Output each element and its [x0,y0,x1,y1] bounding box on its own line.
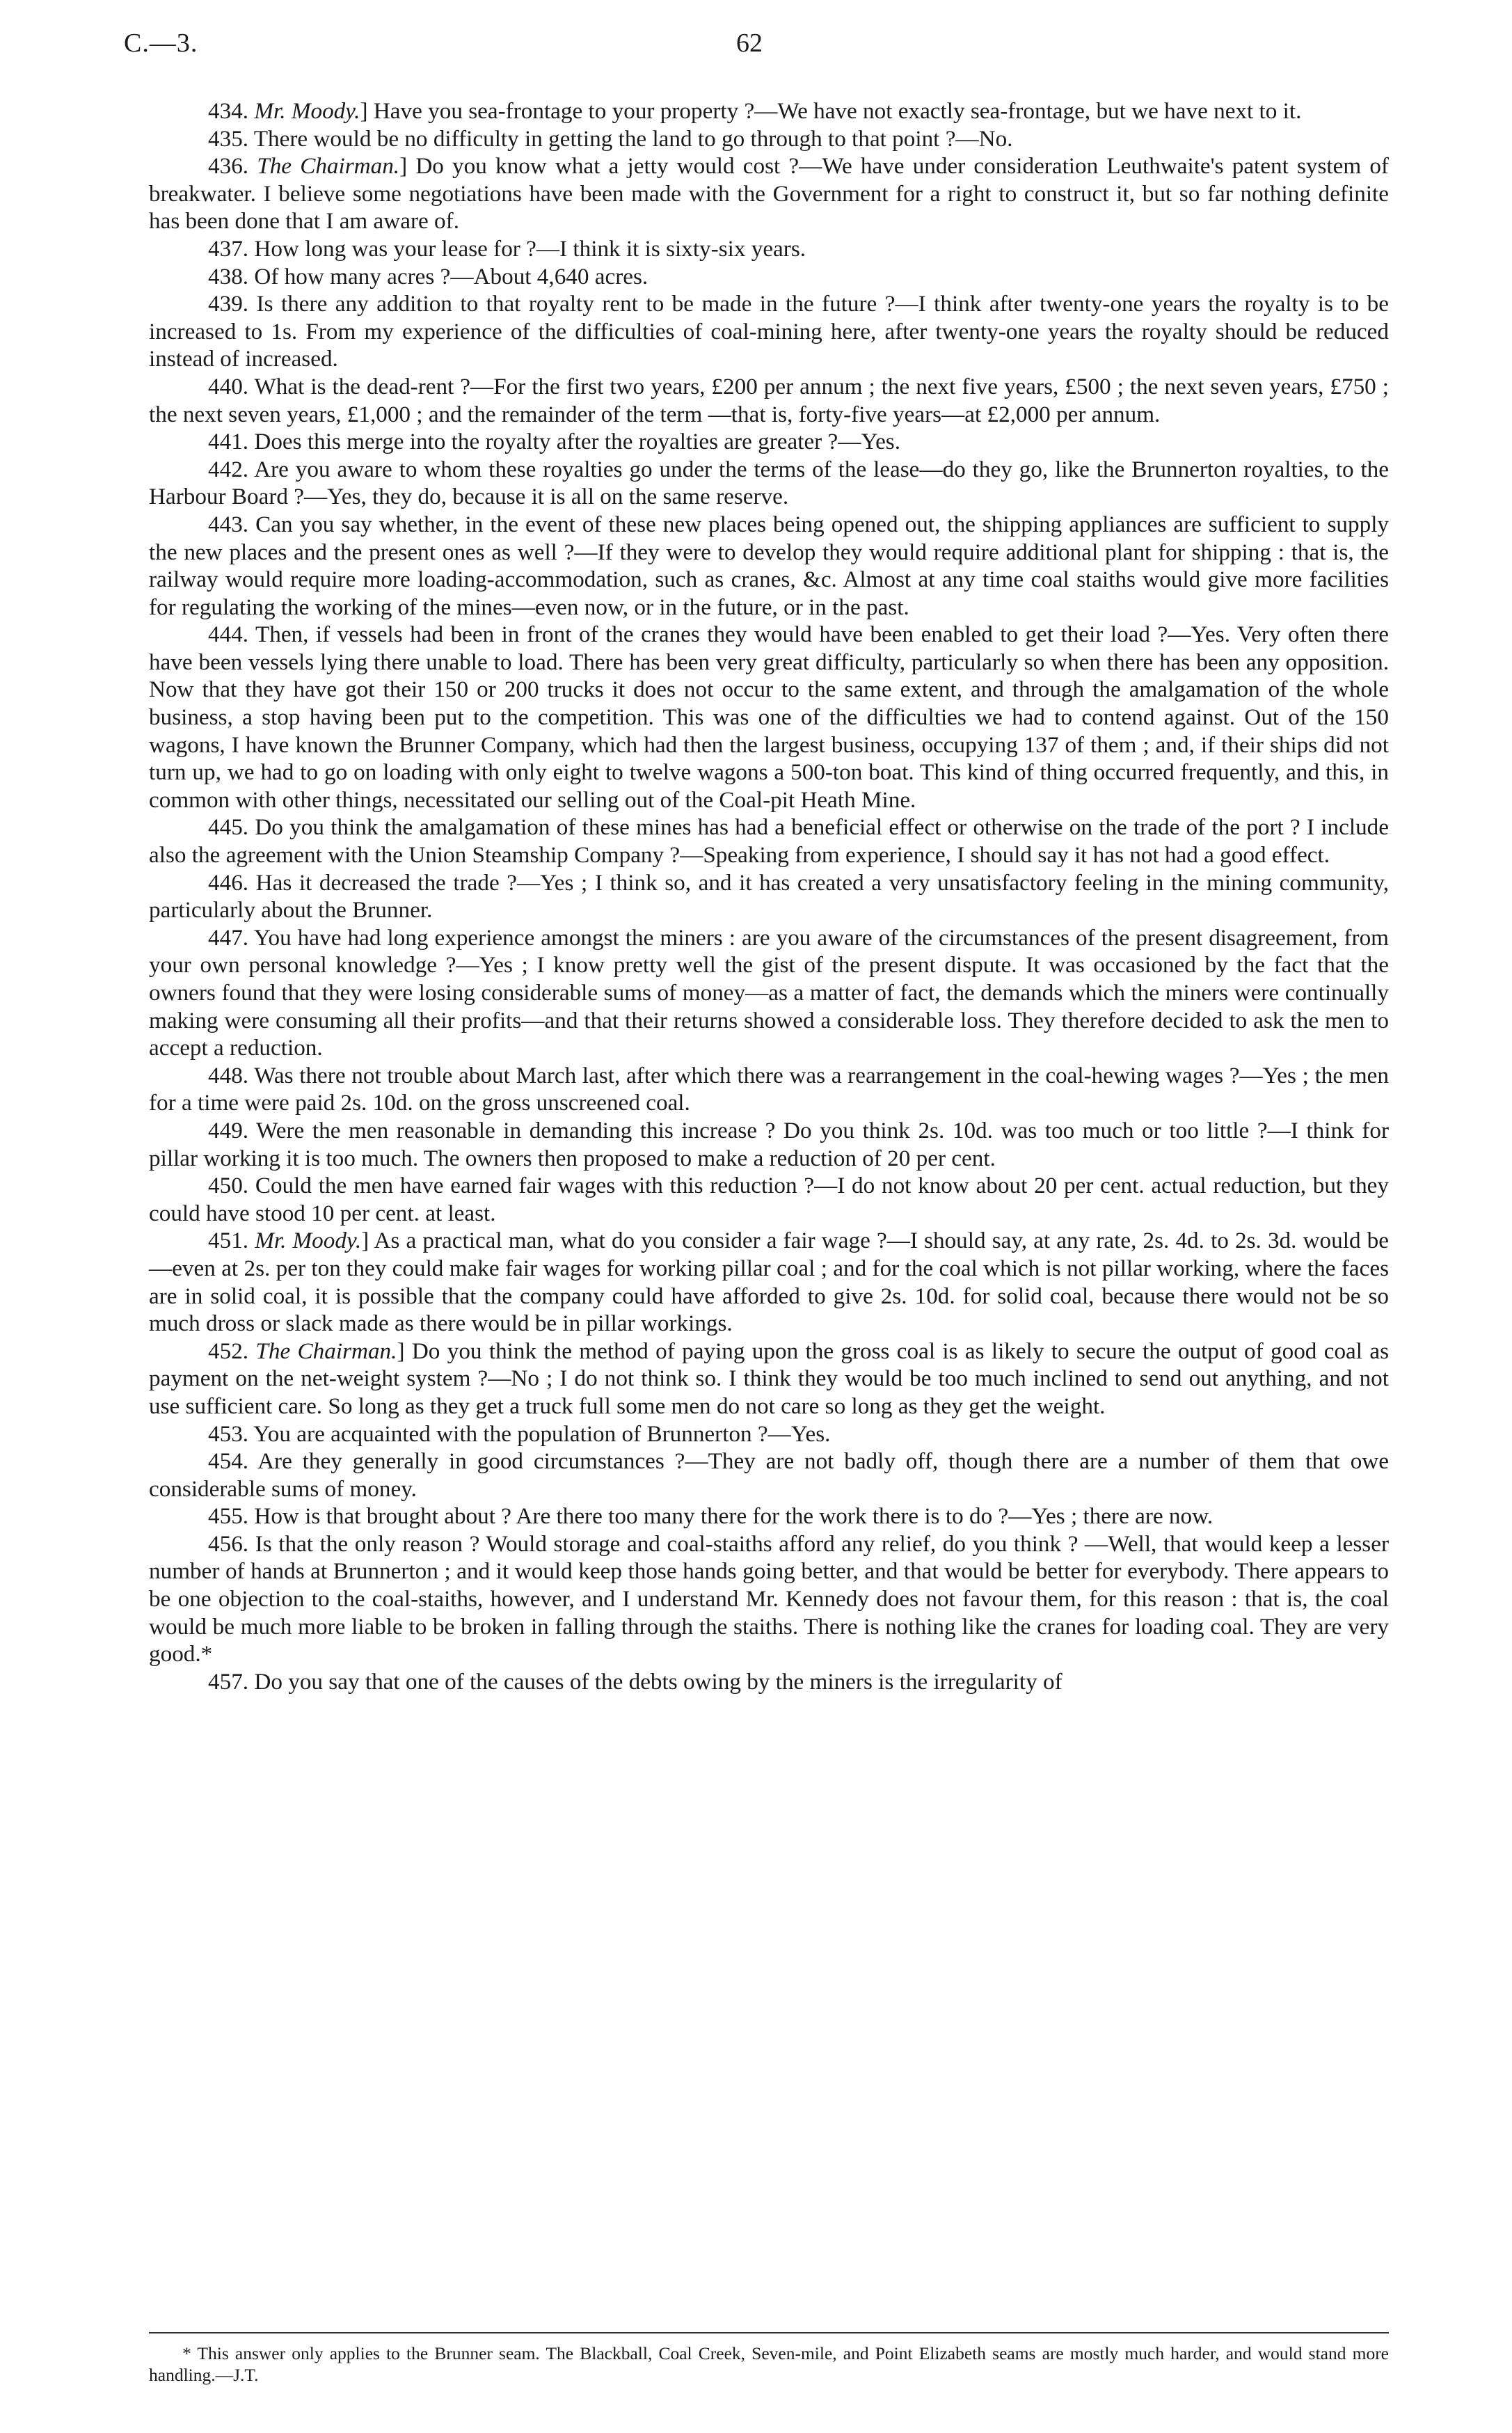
question-number: 438. [208,263,249,290]
testimony-paragraph [149,924,1389,1062]
testimony-paragraph: 436. The Chairman.] Do you know what a jetty would cost ?—We have under consideration Leuthwaite's patent system of breakwater. I believe some negotiations have been made with the Government for a right to construct it, but so far nothing definite has been done that I am aware of. [149,153,1389,235]
testimony-paragraph [149,263,1389,291]
testimony-paragraph [149,621,1389,814]
question-number: 447. [208,924,249,951]
question-number: 441. [208,429,249,455]
question-answer-text: Have you sea-frontage to your property ?—We have not exactly sea-frontage, but we have next to it. [373,98,1302,124]
footnote-rule [149,2332,1389,2333]
speaker-name: Mr. Moody. [255,1228,362,1254]
question-answer-text: Is there any addition to that royalty rent to be made in the future ?—I think after twenty-one years the royalty is to be increased to 1s. From my experience of the difficulties of coal-mining here, after twenty-one years the royalty should be reduced instead of increased. [149,291,1389,372]
question-number: 445. [208,814,249,841]
question-number: 448. [208,1062,249,1088]
testimony-paragraph [149,869,1389,924]
question-number: 437. [208,235,249,262]
testimony-paragraph [149,428,1389,456]
question-number: 436. [208,153,249,180]
series-code: C.—3. [124,29,198,58]
question-number: 439. [208,291,249,317]
question-number: 444. [208,621,249,648]
testimony-body [149,97,1389,1695]
testimony-paragraph: 452. The Chairman.] Do you think the method of paying upon the gross coal is as likely to secure the output of good coal as payment on the net-weight system ?—No ; I do not think so. I think they would be too much inclined to send out anything, and not use sufficient care. So long as they get a truck full some men do not care so long as they get the weight. [149,1338,1389,1419]
testimony-paragraph [149,1448,1389,1503]
question-number: 454. [208,1448,249,1475]
footnote [149,2343,1389,2386]
question-answer-text: Then, if vessels had been in front of the cranes they would have been enabled to get their load ?—Yes. Very often there have been vessels lying there unable to load. There has been very great difficulty, particularly so when there has been any opposition. Now that they have got their 150 or 200 trucks it does not occur to the same extent, and through the amalgamation of the whole business, a stop having been put to the competition. This was one of the difficulties we had to contend against. Out of the 150 wagons, I have known the Brunner Company, which had then the largest business, occupying 137 of them ; and, if their ships did not turn up, we had to go on loading with only eight to twelve wagons a 500-ton boat. This kind of thing occurred frequently, and this, in common with other things, necessitated our selling out of the Coal-pit Heath Mine. [149,621,1389,813]
question-number: 455. [208,1503,249,1530]
testimony-paragraph [149,511,1389,621]
question-number: 453. [208,1420,249,1447]
question-answer-text: Are you aware to whom these royalties go under the terms of the lease—do they go, like the Brunnerton royalties, to the Harbour Board ?—Yes, they do, because it is all on the same reserve. [149,456,1389,510]
question-answer-text: Is that the only reason ? Would storage and coal-staiths afford any relief, do you think ? —Well, that would keep a lesser number of hands at Brunnerton ; and it would keep those hands going better, and that would be better for everybody. There appears to be one objection to the coal-staiths, however, and I understand Mr. Kennedy does not favour them, for this reason : that is, the coal would be much more liable to be broken in falling through the staiths. There is nothing like the cranes for loading coal. They are very good.* [149,1530,1390,1667]
question-number: 457. [208,1668,249,1695]
speaker-name: The Chairman. [257,153,400,180]
testimony-paragraph [149,814,1389,869]
testimony-paragraph: 451. Mr. Moody.] As a practical man, what do you consider a fair wage ?—I should say, at any rate, 2s. 4d. to 2s. 3d. would be—even at 2s. per ton they could make fair wages for working pillar coal ; and for the coal which is not pillar working, where the faces are in solid coal, it is possible that the company could have afforded to give 2s. 10d. for solid coal, because there would not be so much dross or slack made as there would be in pillar workings. [149,1228,1389,1337]
testimony-paragraph: 434. Mr. Moody.] Have you sea-frontage to your property ?—We have not exactly sea-frontage, but we have next to it. [208,98,1302,124]
testimony-paragraph [149,456,1389,511]
question-answer-text: Could the men have earned fair wages with this reduction ?—I do not know about 20 per cent. actual reduction, but they could have stood 10 per cent. at least. [149,1173,1390,1226]
question-answer-text: Were the men reasonable in demanding this increase ? Do you think 2s. 10d. was too much or too little ?—I think for pillar working it is too much. The owners then proposed to make a reduction of 20 per cent. [149,1117,1389,1171]
question-number: 451. [208,1228,249,1254]
testimony-paragraph [149,290,1389,373]
question-answer-text: What is the dead-rent ?—For the first two years, £200 per annum ; the next five years, £500 ; the next seven years, £750 ; the next seven years, £1,000 ; and the remainder of the term —that is, forty-five years—at £2,000 per annum. [149,373,1389,427]
question-number: 442. [208,456,249,482]
testimony-paragraph [149,1503,1389,1530]
page-header [124,28,1389,70]
question-answer-text: Do you know what a jetty would cost ?—We have under consideration Leuthwaite's patent system of breakwater. I believe some negotiations have been made with the Government for a right to construct it, but so far nothing definite has been done that I am aware of. [149,153,1389,235]
testimony-paragraph [149,1530,1389,1668]
testimony-paragraph [149,1420,1389,1448]
question-answer-text: Are they generally in good circumstances ?—They are not badly off, though there are a number of them that owe considerable sums of money. [149,1448,1389,1502]
question-number: 446. [208,869,249,896]
question-answer-text: Can you say whether, in the event of these new places being opened out, the shipping appliances are sufficient to supply the new places and the present ones as well ?—If they were to develop they would require additional plant for shipping : that is, the railway would require more loading-accommodation, such as cranes, &c. Almost at any time coal staiths would give more facilities for regulating the working of the mines—even now, or in the future, or in the past. [149,511,1390,620]
question-answer-text: Has it decreased the trade ?—Yes ; I think so, and it has created a very unsatisfactory feeling in the mining community, particularly about the Brunner. [149,869,1389,924]
question-answer-text: There would be no difficulty in getting the land to go through to that point ?—No. [253,125,1013,152]
question-number: 452. [208,1338,249,1364]
question-number: 450. [208,1173,249,1199]
testimony-paragraph [149,373,1389,428]
page-number: 62 [736,29,763,58]
speaker-name: The Chairman. [255,1338,397,1364]
question-number: 456. [208,1530,249,1557]
question-number: 440. [208,373,249,399]
testimony-paragraph [149,1062,1389,1117]
question-answer-text: Do you think the amalgamation of these mines has had a beneficial effect or otherwise on the trade of the port ? I include also the agreement with the Union Steamship Company ?—Speaking from experience, I should say it has not had a good effect. [149,814,1389,869]
testimony-paragraph [149,1668,1389,1696]
question-answer-text: Do you think the method of paying upon the gross coal is as likely to secure the output of good coal as payment on the net-weight system ?—No ; I do not think so. I think they would be too much inclined to send out anything, and not use sufficient care. So long as they get a truck full some men do not care so long as they get the weight. [149,1338,1389,1419]
question-number: 434. [208,98,249,124]
testimony-paragraph [149,125,1389,153]
question-answer-text: How long was your lease for ?—I think it is sixty-six years. [254,235,806,262]
question-answer-text: Does this merge into the royalty after the royalties are greater ?—Yes. [254,429,901,455]
footnote-text: * This answer only applies to the Brunner seam. The Blackball, Coal Creek, Seven-mile, and Point Elizabeth seams are mostly much harder, and would stand more handling.—J.T. [149,2343,1389,2385]
question-number: 435. [208,125,249,152]
testimony-paragraph [149,235,1389,263]
testimony-paragraph [149,1117,1389,1172]
question-answer-text: As a practical man, what do you consider a fair wage ?—I should say, at any rate, 2s. 4d. to 2s. 3d. would be—even at 2s. per ton they could make fair wages for working pillar coal ; and for the coal which is not pillar working, where the faces are in solid coal, it is possible that the company could have afforded to give 2s. 10d. for solid coal, because there would not be so much dross or slack made as there would be in pillar workings. [149,1228,1389,1337]
question-answer-text: Was there not trouble about March last, after which there was a rearrangement in the coal-hewing wages ?—Yes ; the men for a time were paid 2s. 10d. on the gross unscreened coal. [149,1062,1389,1116]
question-answer-text: You have had long experience amongst the miners : are you aware of the circumstances of the present disagreement, from your own personal knowledge ?—Yes ; I know pretty well the gist of the present dispute. It was occasioned by the fact that the owners found that they were losing considerable sums of money—as a matter of fact, the demands which the miners were continually making were consuming all their profits—and that their returns showed a considerable loss. They therefore decided to ask the men to accept a reduction. [149,924,1389,1061]
question-answer-text: Do you say that one of the causes of the debts owing by the miners is the irregularity of [254,1668,1063,1695]
question-answer-text: Of how many acres ?—About 4,640 acres. [254,263,648,290]
question-number: 449. [208,1117,249,1143]
speaker-name: Mr. Moody. [254,98,360,124]
question-answer-text: You are acquainted with the population of Brunnerton ?—Yes. [253,1420,831,1447]
testimony-paragraph [149,1172,1389,1227]
question-answer-text: How is that brought about ? Are there too many there for the work there is to do ?—Yes ; there are now. [254,1503,1213,1530]
question-number: 443. [208,511,249,537]
